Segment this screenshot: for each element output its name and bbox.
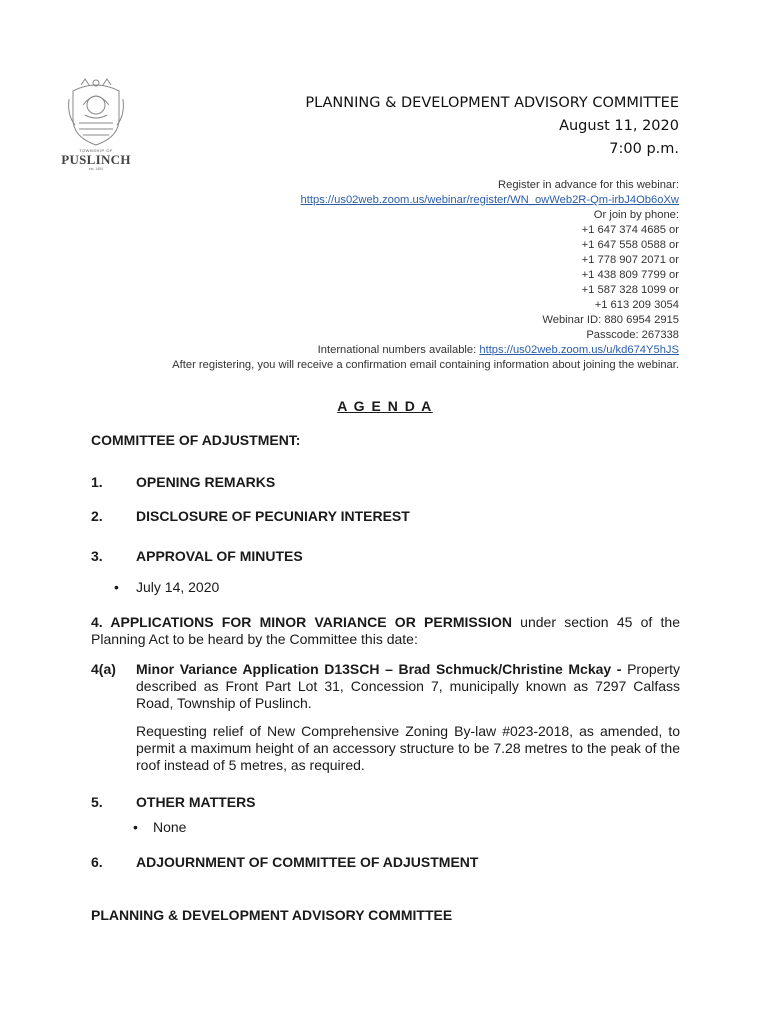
intl-numbers-label: International numbers available: (317, 344, 480, 356)
phone-number: +1 647 558 0588 or (581, 239, 679, 251)
phone-number: +1 438 809 7799 or (581, 269, 679, 281)
application-property: Property described as Front Part Lot 31, Concession 7, municipally known as 7297 Calfass Road, Township of Puslinch. (136, 661, 680, 711)
webinar-id: Webinar ID: 880 6954 2915 (542, 314, 679, 326)
item-number: 2. (91, 508, 103, 524)
item-number: 4(a) (91, 661, 116, 677)
meeting-date: August 11, 2020 (559, 118, 679, 134)
register-intro: Register in advance for this webinar: (498, 179, 679, 191)
item-number: 1. (91, 474, 103, 490)
phone-number: +1 778 907 2071 or (581, 254, 679, 266)
phone-number: +1 647 374 4685 or (581, 224, 679, 236)
township-logo (56, 75, 136, 180)
application-relief: Requesting relief of New Comprehensive Zoning By-law #023-2018, as amended, to permit a maximum height of an accessory structure to be 7.28 metres to the peak of the roof instead of 5 metres, as required. (136, 723, 680, 773)
item-opening-remarks: OPENING REMARKS (136, 474, 276, 490)
passcode: Passcode: 267338 (586, 329, 679, 341)
item-number: 3. (91, 548, 103, 564)
coa-heading: COMMITTEE OF ADJUSTMENT: (91, 432, 301, 448)
committee-title: PLANNING & DEVELOPMENT ADVISORY COMMITTEE (305, 95, 679, 111)
webinar-register-link[interactable]: https://us02web.zoom.us/webinar/register/WN_owWeb2R-Qm-irbJ4Ob6oXw (300, 194, 679, 206)
registration-info (172, 178, 679, 373)
after-registering-note: After registering, you will receive a confirmation email containing information about joining the webinar. (172, 359, 679, 371)
meeting-time: 7:00 p.m. (609, 141, 679, 157)
intl-numbers-link[interactable]: https://us02web.zoom.us/u/kd674Y5hJS (479, 344, 679, 356)
logo-small-text: TOWNSHIP OF (79, 148, 113, 153)
bullet-icon: • (133, 819, 138, 835)
application-title: Minor Variance Application D13SCH – Brad Schmuck/Christine Mckay - (136, 661, 622, 677)
phone-intro: Or join by phone: (593, 209, 679, 221)
item-number: 6. (91, 854, 103, 870)
logo-est-text: est. 1850 (88, 167, 104, 171)
other-matters-none: None (153, 819, 187, 835)
applications-text: under section 45 of the Planning Act to be heard by the Committee this date: (91, 614, 680, 647)
item-other-matters: OTHER MATTERS (136, 794, 256, 810)
bullet-icon: • (114, 579, 119, 595)
item-applications (91, 614, 680, 648)
item-disclosure: DISCLOSURE OF PECUNIARY INTEREST (136, 508, 410, 524)
crest-icon (65, 75, 127, 147)
agenda-title: A G E N D A (337, 398, 433, 414)
item-4a (136, 661, 680, 712)
applications-heading: 4. APPLICATIONS FOR MINOR VARIANCE OR PERMISSION (91, 614, 512, 630)
logo-town-name: PUSLINCH (61, 152, 131, 167)
phone-number: +1 613 209 3054 (594, 299, 679, 311)
item-approval-minutes: APPROVAL OF MINUTES (136, 548, 303, 564)
item-number: 5. (91, 794, 103, 810)
item-adjournment: ADJOURNMENT OF COMMITTEE OF ADJUSTMENT (136, 854, 479, 870)
minutes-date: July 14, 2020 (136, 579, 220, 595)
pdac-heading: PLANNING & DEVELOPMENT ADVISORY COMMITTEE (91, 907, 453, 923)
phone-number: +1 587 328 1099 or (581, 284, 679, 296)
